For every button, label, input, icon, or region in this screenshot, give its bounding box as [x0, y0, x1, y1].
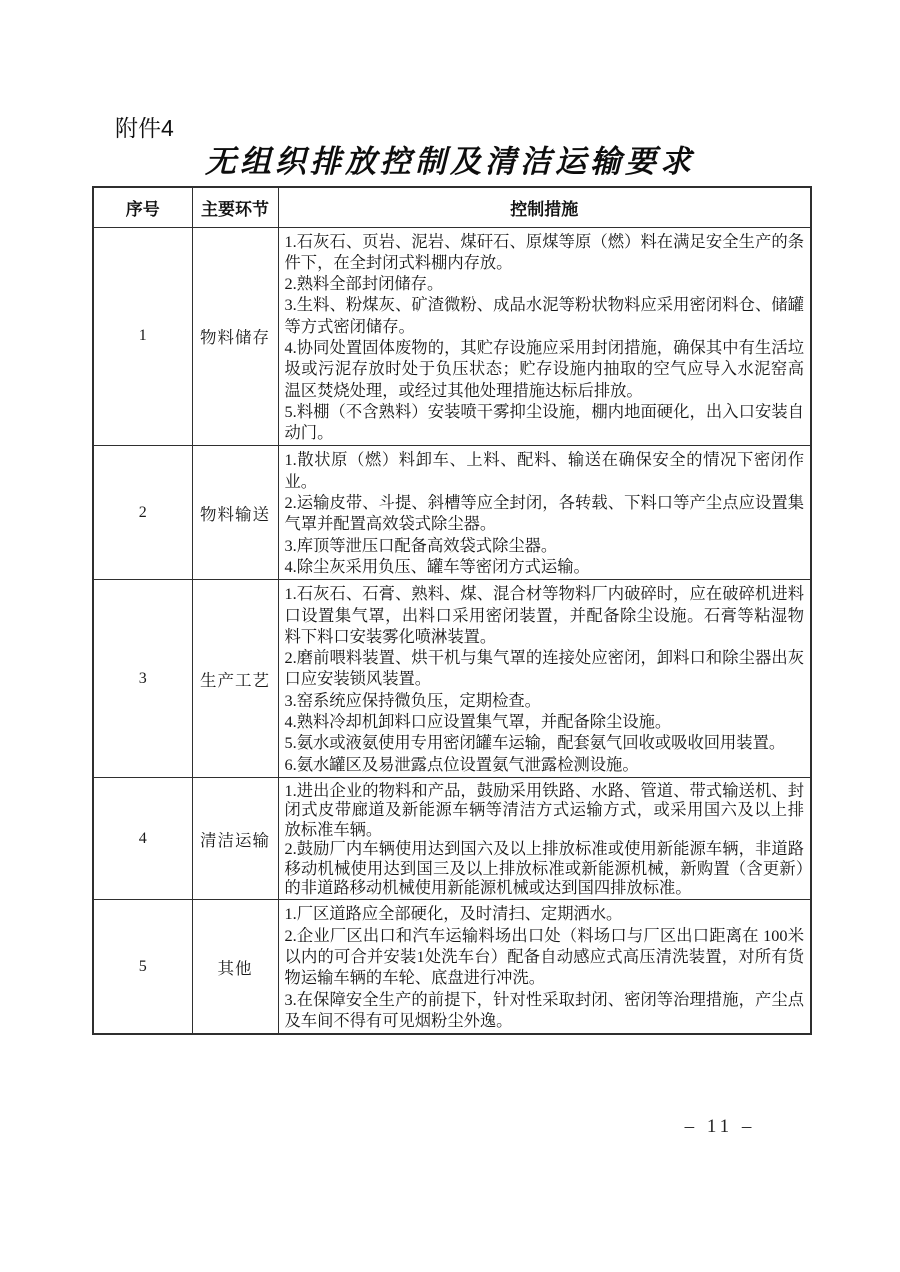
stage-cell: 生产工艺: [192, 580, 278, 778]
measure-item: 3.生料、粉煤灰、矿渣微粉、成品水泥等粉状物料应采用密闭料仓、储罐等方式密闭储存。: [284, 295, 804, 336]
table-row: [93, 580, 811, 778]
measure-item: 2.熟料全部封闭储存。: [284, 274, 444, 294]
header-serial-number: 序号: [93, 187, 192, 227]
stage-cell: 清洁运输: [192, 777, 278, 899]
measure-item: 3.在保障安全生产的前提下，针对性采取封闭、密闭等治理措施，产尘点及车间不得有可见烟粉尘外逸。: [284, 989, 804, 1030]
measure-item: 4.除尘灰采用负压、罐车等密闭方式运输。: [284, 556, 590, 576]
measure-item: 1.进出企业的物料和产品，鼓励采用铁路、水路、管道、带式输送机、封闭式皮带廊道及新能源车辆等清洁方式运输方式，或采用国六及以上排放标准车辆。: [284, 780, 804, 839]
table-row: [93, 446, 811, 580]
measure-item: 4.协同处置固体废物的，其贮存设施应采用封闭措施，确保其中有生活垃圾或污泥存放时处于负压状态；贮存设施内抽取的空气应导入水泥窑高温区焚烧处理，或经过其他处理措施达标后排放。: [284, 337, 804, 400]
measure-item: 3.库顶等泄压口配备高效袋式除尘器。: [284, 535, 558, 555]
stage-cell: 其他: [192, 900, 278, 1034]
measures-cell: [278, 446, 811, 580]
row-number-cell: 4: [93, 777, 192, 899]
measure-item: 1.石灰石、页岩、泥岩、煤矸石、原煤等原（燃）料在满足安全生产的条件下，在全封闭式料棚内存放。: [284, 231, 804, 272]
control-measures-table: [92, 186, 812, 1035]
table-row: [93, 900, 811, 1034]
measures-cell: [278, 777, 811, 899]
measure-item: 2.鼓励厂内车辆使用达到国六及以上排放标准或使用新能源车辆，非道路移动机械使用达到国三及以上排放标准或新能源机械，新购置（含更新）的非道路移动机械使用新能源机械或达到国四排放标准。: [284, 839, 804, 897]
measure-item: 1.石灰石、石膏、熟料、煤、混合材等物料厂内破碎时，应在破碎机进料口设置集气罩，出料口采用密闭装置，并配备除尘设施。石膏等粘湿物料下料口安装雾化喷淋装置。: [284, 584, 804, 646]
header-control-measures: 控制措施: [278, 187, 811, 227]
measure-item: 3.窑系统应保持微负压，定期检查。: [284, 690, 541, 710]
header-main-stage: 主要环节: [192, 187, 278, 227]
measure-item: 2.企业厂区出口和汽车运输料场出口处（料场口与厂区出口距离在 100米以内的可合并安装1处洗车台）配备自动感应式高压清洗装置，对所有货物运输车辆的车轮、底盘进行冲洗。: [284, 925, 804, 988]
table-row: [93, 227, 811, 446]
measure-item: 2.磨前喂料装置、烘干机与集气罩的连接处应密闭，卸料口和除尘器出灰口应安装锁风装置。: [284, 648, 804, 689]
measure-item: 1.散状原（燃）料卸车、上料、配料、输送在确保安全的情况下密闭作业。: [284, 450, 804, 491]
measure-item: 4.熟料冷却机卸料口应设置集气罩，并配备除尘设施。: [284, 712, 672, 732]
row-number-cell: 1: [93, 227, 192, 446]
table-row: [93, 777, 811, 899]
measure-item: 5.氨水或液氨使用专用密闭罐车运输，配套氨气回收或吸收回用装置。: [284, 733, 786, 753]
row-number-cell: 3: [93, 580, 192, 778]
document-title: 无组织排放控制及清洁运输要求: [205, 144, 695, 180]
measures-cell: [278, 580, 811, 778]
measures-cell: [278, 227, 811, 446]
stage-cell: 物料储存: [192, 227, 278, 446]
measures-cell: [278, 900, 811, 1034]
table-header-row: [93, 187, 811, 227]
row-number-cell: 5: [93, 900, 192, 1034]
table-body: [93, 227, 811, 1034]
stage-cell: 物料输送: [192, 446, 278, 580]
attachment-label: 附件4: [115, 115, 174, 141]
measure-item: 5.料棚（不含熟料）安装喷干雾抑尘设施，棚内地面硬化，出入口安装自动门。: [284, 401, 804, 443]
measure-item: 6.氨水罐区及易泄露点位设置氨气泄露检测设施。: [284, 754, 639, 774]
page-number: – 11 –: [684, 1116, 756, 1137]
measure-item: 2.运输皮带、斗提、斜槽等应全封闭，各转载、下料口等产尘点应设置集气罩并配置高效袋式除尘器。: [284, 493, 804, 534]
row-number-cell: 2: [93, 446, 192, 580]
measure-item: 1.厂区道路应全部硬化，及时清扫、定期洒水。: [284, 904, 623, 924]
